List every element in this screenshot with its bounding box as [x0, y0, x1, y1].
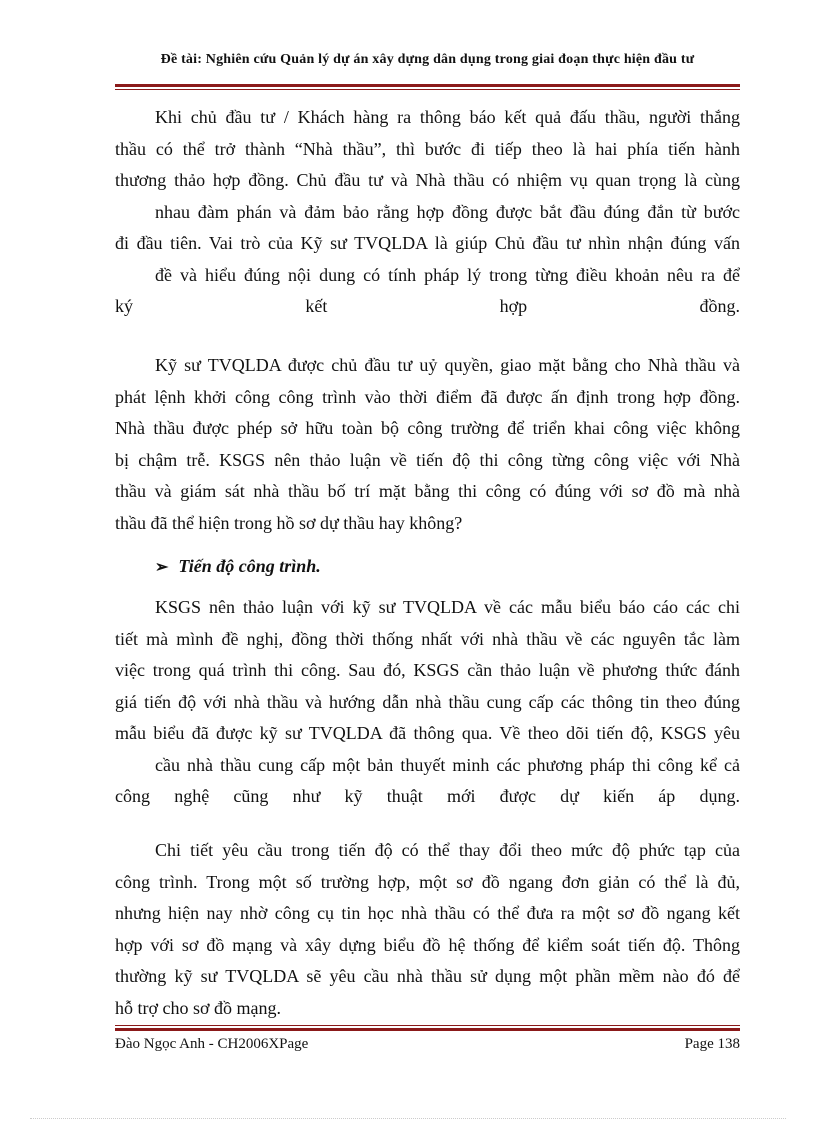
footer-rule-thin [115, 1025, 740, 1026]
header-rule-thin [115, 89, 740, 90]
text-line: tiết mà mình đề nghị, đồng thời thống nhất với nhà thầu về các nguyên tắc làm [115, 628, 740, 649]
text-line: bị chậm trễ. KSGS nên thảo luận về tiến độ thi công từng công việc với Nhà [115, 449, 740, 470]
text-line: Khi chủ đầu tư / Khách hàng ra thông báo kết quả đấu thầu, người thắng [155, 107, 740, 127]
text-line: nhau đàm phán và đảm bảo rằng hợp đồng được bắt đầu đúng đắn từ bước [155, 201, 740, 222]
text-line: ký kết hợp đồng. [115, 296, 740, 316]
page-bottom-divider [30, 1118, 786, 1119]
section-heading-text: Tiến độ công trình. [178, 556, 321, 576]
text-line: thương thảo hợp đồng. Chủ đầu tư và Nhà thầu có nhiệm vụ quan trọng là cùng [115, 170, 740, 190]
page-header-title: Đề tài: Nghiên cứu Quản lý dự án xây dựng dân dụng trong giai đoạn thực hiện đầu tư [160, 52, 695, 67]
text-line: công trình. Trong một số trường hợp, một sơ đồ ngang đơn giản có thể là đủ, [115, 871, 740, 892]
text-line: phát lệnh khởi công công trình vào thời điểm đã được ấn định trong hợp đồng. [115, 386, 740, 407]
text-line: đề và hiểu đúng nội dung có tính pháp lý trong từng điều khoản nêu ra để [155, 264, 740, 285]
text-line: đi đầu tiên. Vai trò của Kỹ sư TVQLDA là giúp Chủ đầu tư nhìn nhận đúng vấn [115, 233, 740, 253]
text-line: việc trong quá trình thi công. Sau đó, KSGS cần thảo luận về phương thức đánh [115, 660, 740, 680]
footer-author: Đào Ngọc Anh - CH2006XPage [115, 1036, 309, 1052]
paragraph-4 [115, 835, 740, 1024]
section-heading [155, 556, 321, 577]
paragraph-3 [115, 592, 740, 813]
paragraph-1 [115, 102, 740, 323]
text-line: hỗ trợ cho sơ đồ mạng. [115, 997, 282, 1018]
text-line: thường kỹ sư TVQLDA sẽ yêu cầu nhà thầu sử dụng một phần mềm nào đó để [115, 966, 740, 986]
text-line: mẫu biểu đã được kỹ sư TVQLDA đã thông qua. Về theo dõi tiến độ, KSGS yêu [115, 723, 740, 743]
text-line: KSGS nên thảo luận với kỹ sư TVQLDA về các mẫu biểu báo cáo các chi [155, 597, 740, 617]
text-line: thầu và giám sát nhà thầu bố trí mặt bằng thi công có đúng với sơ đồ mà nhà [115, 481, 740, 501]
text-line: Nhà thầu được phép sở hữu toàn bộ công trường để triển khai công việc không [115, 418, 740, 438]
paragraph-2 [115, 350, 740, 539]
text-line: Kỹ sư TVQLDA được chủ đầu tư uỷ quyền, giao mặt bằng cho Nhà thầu và [155, 355, 740, 375]
header-rule-thick [115, 84, 740, 87]
text-line: Chi tiết yêu cầu trong tiến độ có thể thay đổi theo mức độ phức tạp của [155, 840, 740, 860]
text-line: cầu nhà thầu cung cấp một bản thuyết minh các phương pháp thi công kể cả [155, 754, 740, 775]
footer-page-number: Page 138 [684, 1036, 740, 1052]
text-line: thầu đã thể hiện trong hồ sơ dự thầu hay không? [115, 512, 463, 533]
text-line: hợp với sơ đồ mạng và xây dựng biểu đồ hệ thống để kiểm soát tiến độ. Thông [115, 934, 740, 955]
text-line: công nghệ cũng như kỹ thuật mới được dự kiến áp dụng. [115, 786, 740, 806]
text-line: giá tiến độ với nhà thầu và hướng dẫn nhà thầu cung cấp các thông tin theo đúng [115, 691, 740, 712]
arrow-bullet-icon: ➢ [155, 559, 169, 576]
text-line: thầu có thể trở thành “Nhà thầu”, thì bước đi tiếp theo là hai phía tiến hành [115, 138, 740, 159]
text-line: nhưng hiện nay nhờ công cụ tin học nhà thầu có thể đưa ra một sơ đồ ngang kết [115, 903, 740, 923]
footer-rule-thick [115, 1028, 740, 1031]
